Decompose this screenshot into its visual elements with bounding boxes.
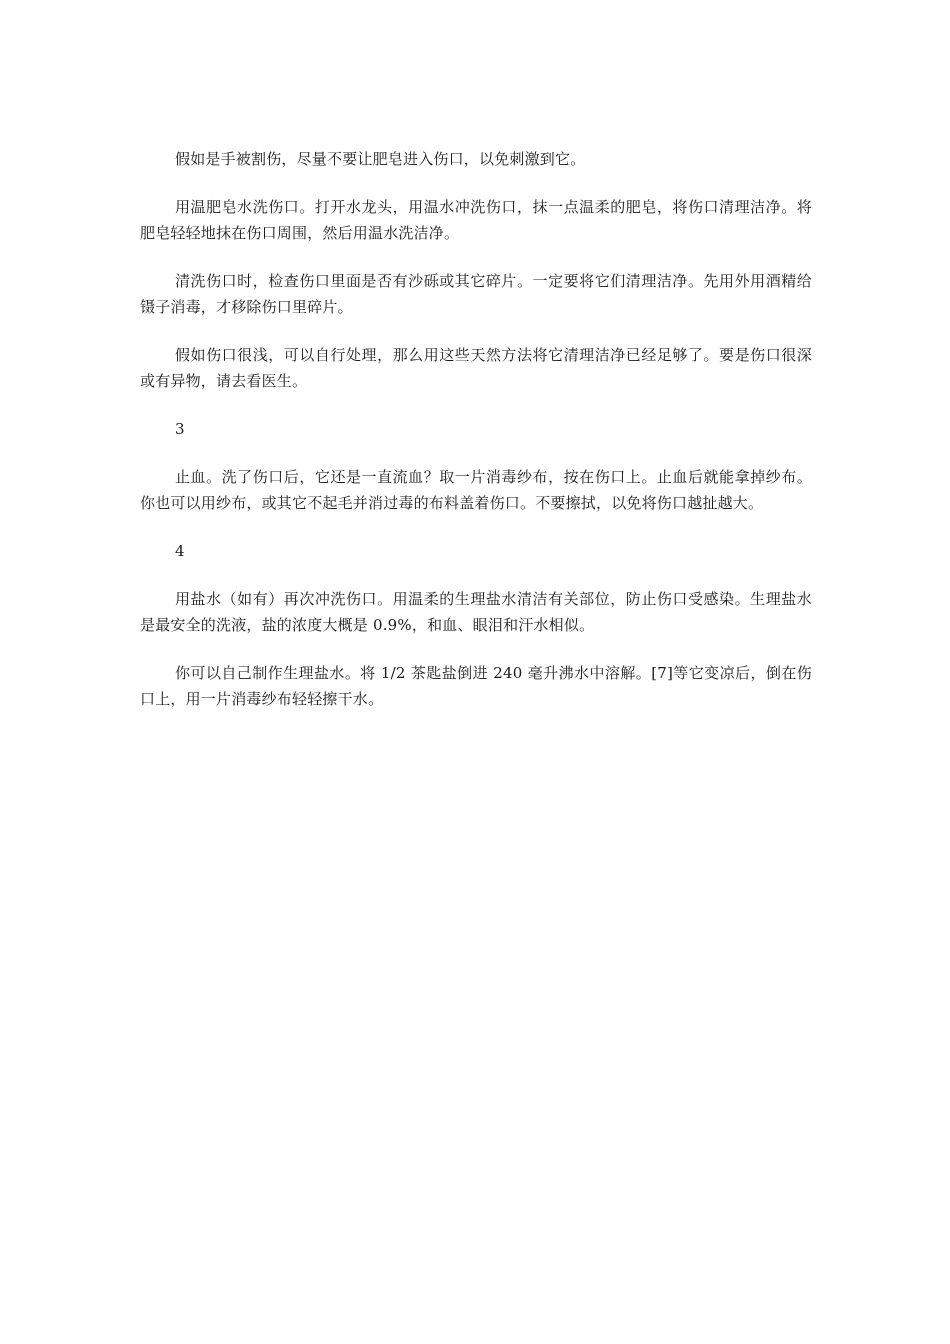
- paragraph-make-saline: 你可以自己制作生理盐水。将 1/2 茶匙盐倒进 240 毫升沸水中溶解。[7]等它变凉后，倒在伤口上，用一片消毒纱布轻轻擦干水。: [140, 664, 812, 708]
- document-body: [140, 146, 812, 734]
- paragraph-soap-warning: 假如是手被割伤，尽量不要让肥皂进入伤口，以免刺激到它。: [175, 150, 586, 168]
- paragraph-saline-rinse: 用盐水（如有）再次冲洗伤口。用温柔的生理盐水清洁有关部位，防止伤口受感染。生理盐水是最安全的洗液，盐的浓度大概是 0.9%，和血、眼泪和汗水相似。: [140, 590, 812, 634]
- step-number: 4: [175, 542, 185, 560]
- paragraph-shallow-wound: 假如伤口很浅，可以自行处理，那么用这些天然方法将它清理洁净已经足够了。要是伤口很深或有异物，请去看医生。: [140, 346, 812, 390]
- paragraph-check-debris: 清洗伤口时，检查伤口里面是否有沙砾或其它碎片。一定要将它们清理洁净。先用外用酒精给镊子消毒，才移除伤口里碎片。: [140, 272, 812, 316]
- step-number: 3: [175, 420, 185, 438]
- paragraph-wash-wound: 用温肥皂水洗伤口。打开水龙头，用温水冲洗伤口，抹一点温柔的肥皂，将伤口清理洁净。将肥皂轻轻地抹在伤口周围，然后用温水洗洁净。: [140, 198, 812, 242]
- paragraph-stop-bleeding: 止血。洗了伤口后，它还是一直流血？取一片消毒纱布，按在伤口上。止血后就能拿掉纱布。你也可以用纱布，或其它不起毛并消过毒的布料盖着伤口。不要擦拭，以免将伤口越扯越大。: [140, 468, 812, 512]
